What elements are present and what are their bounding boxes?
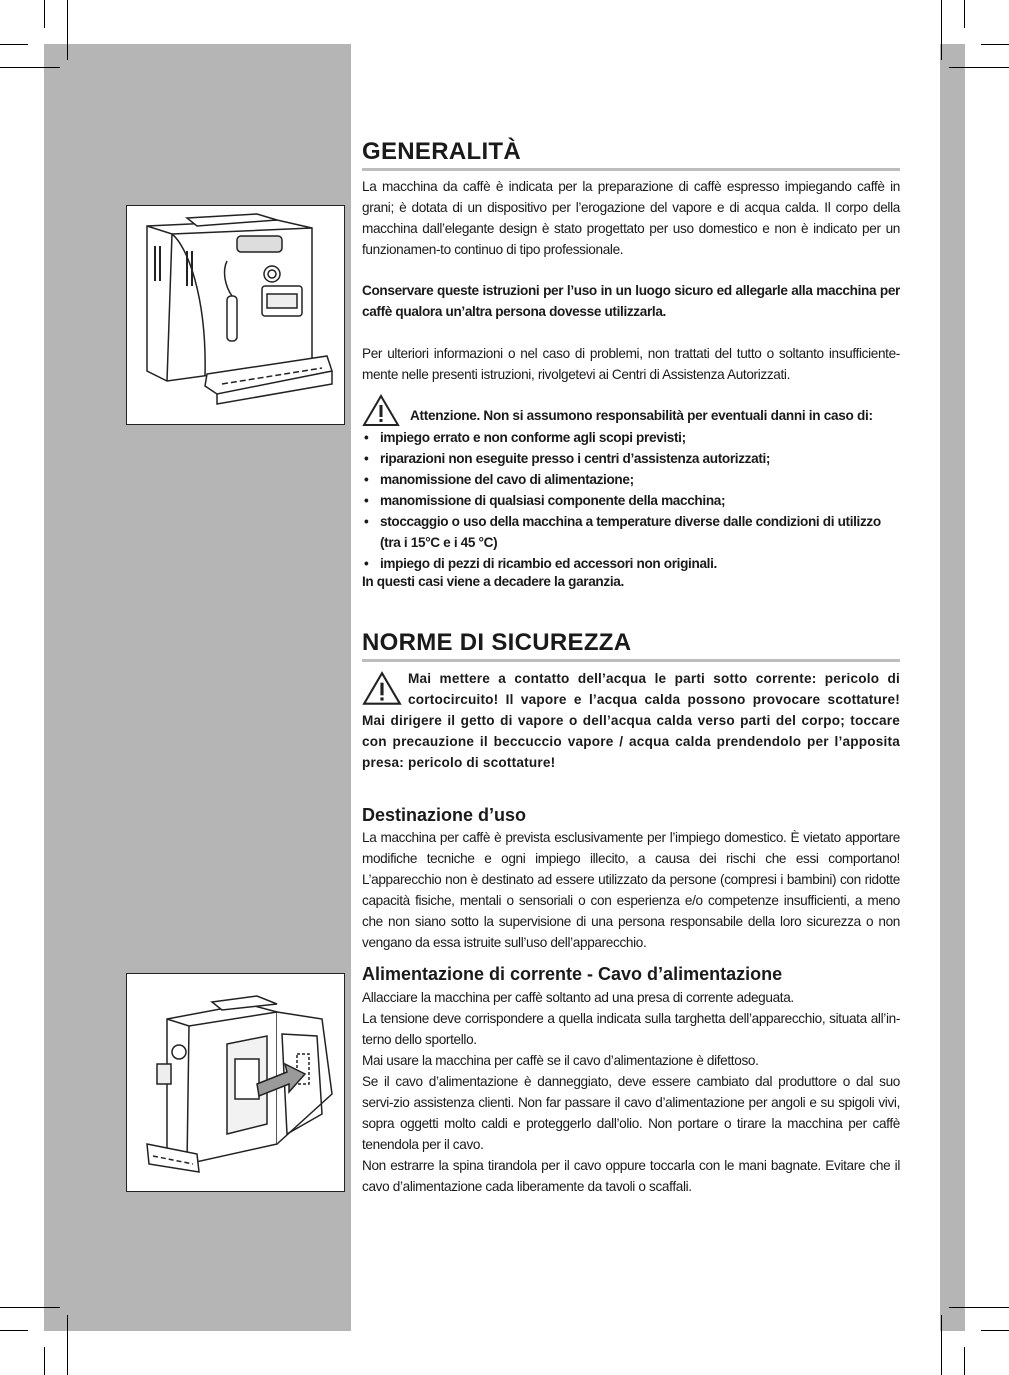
list-item: • manomissione del cavo di alimentazione;	[362, 469, 900, 490]
list-item: • riparazioni non eseguite presso i centri d’assistenza autorizzati;	[362, 448, 900, 469]
alimentazione-paragraphs	[362, 987, 900, 1197]
list-item: • impiego di pezzi di ricambio ed accessori non originali.	[362, 553, 900, 574]
coffee-machine-drawing	[127, 206, 344, 424]
open-door-drawing	[127, 974, 344, 1191]
alimentazione-line: Se il cavo d’alimentazione è danneggiato, deve essere cambiato dal produttore o dal suo servi-zio assistenza clienti. Non far passare il cavo d’alimentazione per angoli e su spigoli vivi, sopra oggetti molto caldi e proteggerlo dall’olio. Non portare o tirare la macchina per caffè tenendola per il cavo.	[362, 1074, 900, 1152]
warning-triangle-icon	[362, 394, 400, 428]
alimentazione-line: Non estrarre la spina tirandola per il cavo oppure toccarla con le mani bagnate. Evitare che il cavo d’alimentazione cada liberamente da tavoli o scaffali.	[362, 1158, 900, 1194]
list-item: • impiego errato e non conforme agli scopi previsti;	[362, 427, 900, 448]
coffee-machine-illustration	[126, 205, 345, 425]
destinazione-heading: Destinazione d’uso	[362, 805, 527, 825]
more-info-paragraph: Per ulteriori informazioni o nel caso di problemi, non trattati del tutto o soltanto insufficiente-mente nelle presenti istruzioni, rivolgetevi ai Centri di Assistenza Autorizzati.	[362, 346, 900, 382]
liability-bullet-list	[362, 427, 900, 574]
alimentazione-heading: Alimentazione di corrente - Cavo d’alimentazione	[362, 964, 783, 984]
right-gray-margin	[940, 44, 965, 1331]
keep-instructions-paragraph: Conservare queste istruzioni per l’uso in un luogo sicuro ed allegarle alla macchina per caffè qualora un’altra persona dovesse utilizzarla.	[362, 283, 900, 319]
destinazione-paragraph: La macchina per caffè è prevista esclusivamente per l’impiego domestico. È vietato apportare modifiche tecniche e ogni impiego illecito, a causa dei rischi che essi comportano! L’apparecchio non è destinato ad essere utilizzato da persone (compresi i bambini) con ridotte capacità fisiche, mentali o sensoriali o con esperienza e/o competenze insufficienti, a meno che non siano sotto la supervisione di una persona responsabile della loro sicurezza o non vengano da essa istruite sull’uso dell’apparecchio.	[362, 830, 900, 950]
warranty-note: In questi casi viene a decadere la garanzia.	[362, 574, 624, 589]
alimentazione-line: Allacciare la macchina per caffè soltanto ad una presa di corrente adeguata.	[362, 990, 794, 1005]
list-item: • manomissione di qualsiasi componente della macchina;	[362, 490, 900, 511]
safety-warning	[362, 668, 900, 773]
list-item: • stoccaggio o uso della macchina a temperature diverse dalle condizioni di utilizzo (tra i 15°C e i 45 °C)	[362, 511, 900, 553]
attention-text: Attenzione. Non si assumono responsabilità per eventuali danni in caso di:	[410, 408, 873, 423]
alimentazione-line: La tensione deve corrispondere a quella indicata sulla targhetta dell’apparecchio, situata all’in-terno dello sportello.	[362, 1011, 900, 1047]
coffee-machine-open-door-illustration	[126, 973, 345, 1192]
norme-heading: NORME DI SICUREZZA	[362, 627, 900, 662]
generalita-heading: GENERALITÀ	[362, 136, 900, 171]
safety-warning-text: Mai mettere a contatto dell’acqua le parti sotto corrente: pericolo di cortocircuito! Il vapore e l’acqua calda possono provocare scottature! Mai dirigere il getto di vapore o dell’acqua calda verso parti del corpo; toccare con precauzione il beccuccio vapore / acqua calda prendendolo per l’apposita presa: pericolo di scottature!	[362, 671, 900, 770]
attention-line	[362, 394, 900, 428]
warning-triangle-icon	[362, 670, 402, 708]
generalita-intro-paragraph: La macchina da caffè è indicata per la preparazione di caffè espresso impiegando caffè in grani; è dotata di un dispositivo per l’erogazione del vapore e di acqua calda. Il corpo della macchina dall’elegante design è stato progettato per uso domestico e non è indicato per un funzionamen-to continuo di tipo professionale.	[362, 179, 900, 257]
alimentazione-line: Mai usare la macchina per caffè se il cavo d’alimentazione è difettoso.	[362, 1053, 759, 1068]
